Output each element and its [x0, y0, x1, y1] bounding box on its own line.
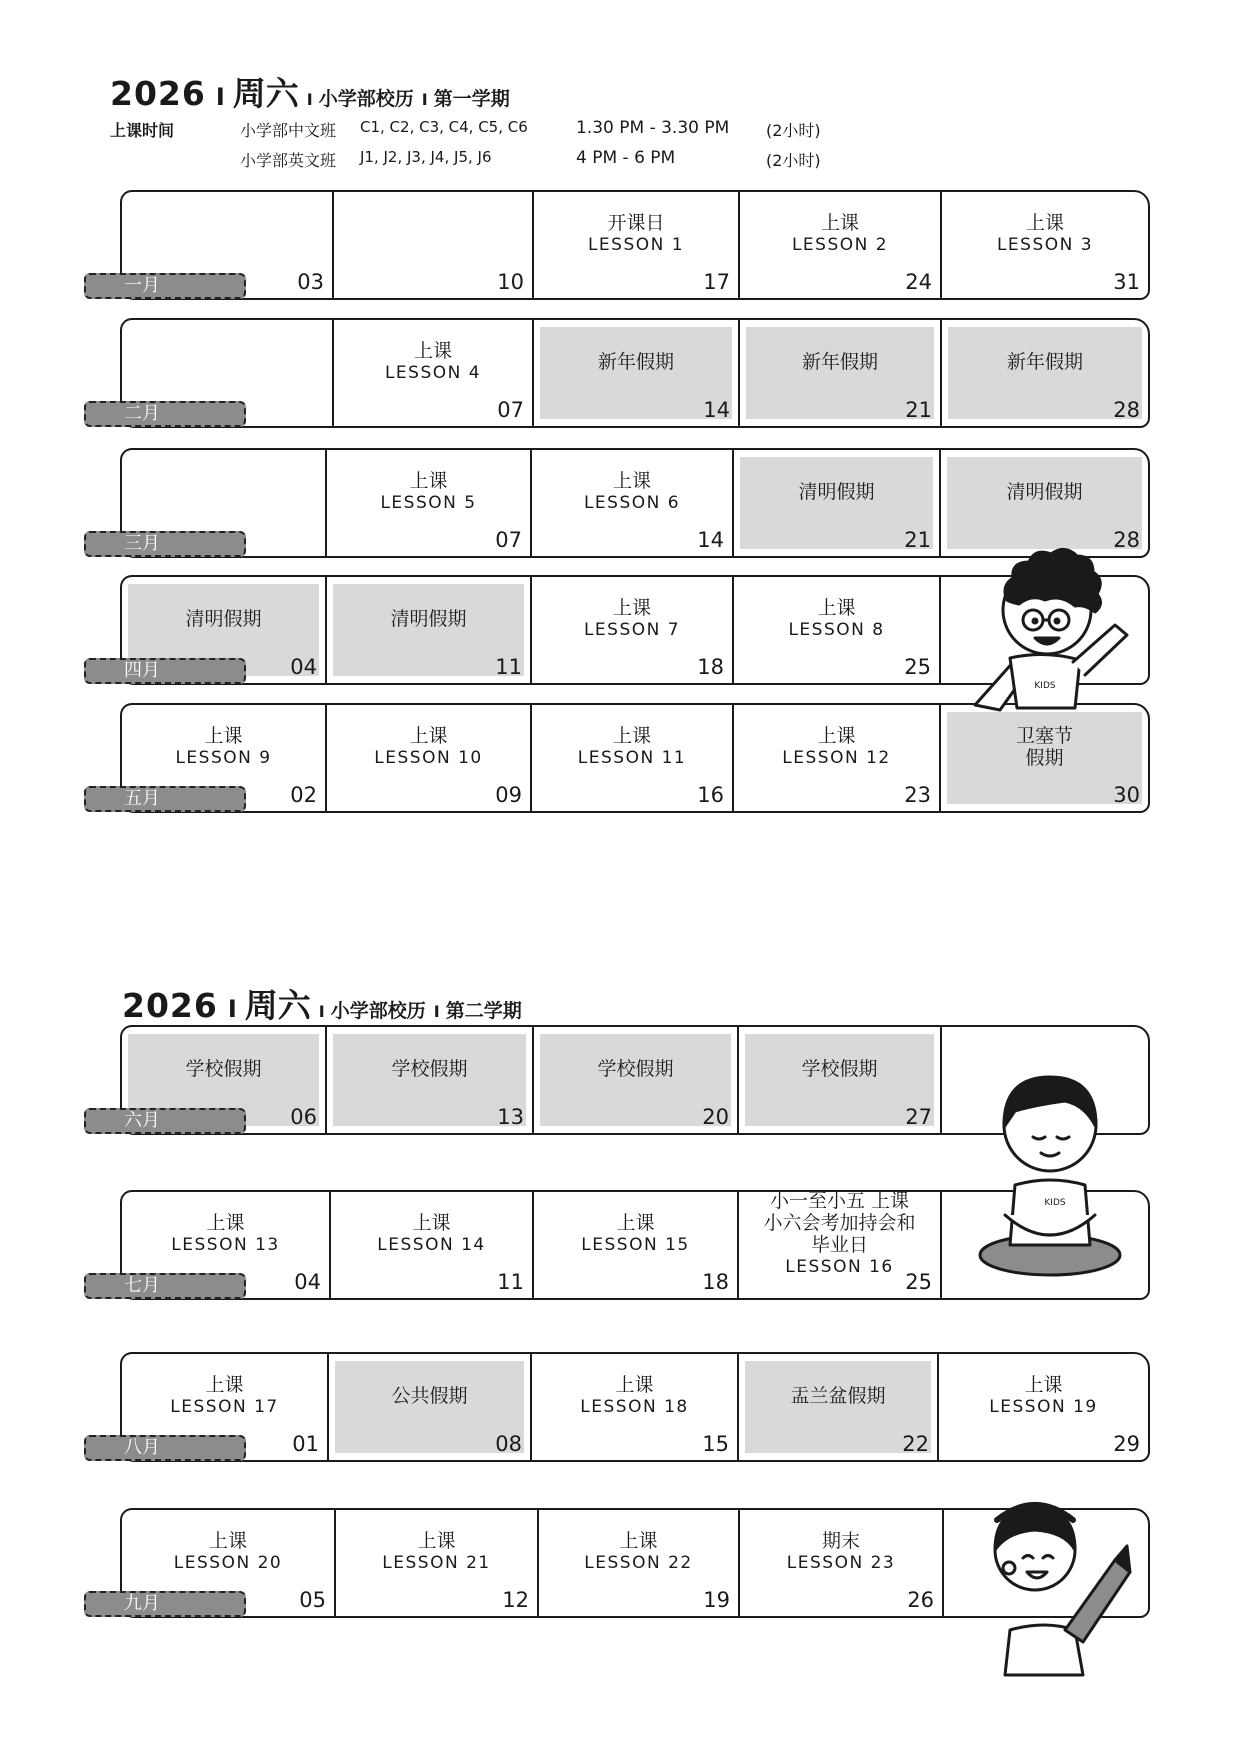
day-cell — [732, 450, 939, 556]
term-2-day: 周六 — [244, 986, 311, 1025]
cell-content — [532, 1354, 737, 1438]
schedule-class: 小学部中文班 — [240, 121, 337, 140]
event-label: 上课 — [615, 1374, 654, 1396]
day-number: 14 — [703, 398, 730, 422]
lesson-label: LESSON 8 — [788, 620, 885, 640]
cell-content — [534, 320, 738, 404]
cell-content — [532, 450, 732, 534]
event-label: 新年假期 — [1006, 351, 1083, 373]
month-row — [120, 318, 1150, 428]
lesson-label: LESSON 2 — [791, 235, 889, 255]
event-label: 新年假期 — [801, 351, 878, 373]
cell-content — [122, 1027, 325, 1111]
cell-content — [331, 1192, 532, 1276]
cell-content — [122, 577, 325, 661]
event-label: 毕业日 — [810, 1234, 868, 1256]
month-label: 八月 — [84, 1435, 246, 1461]
day-number: 11 — [495, 655, 522, 679]
lesson-label: LESSON 15 — [581, 1235, 690, 1255]
day-number: 03 — [297, 270, 324, 294]
title-separator: I — [433, 1002, 440, 1021]
event-label: 上课 — [612, 725, 651, 747]
day-number: 20 — [702, 1105, 729, 1129]
day-cell — [332, 192, 532, 298]
event-label: 学校假期 — [391, 1058, 468, 1080]
event-label: 卫塞节 — [1015, 725, 1073, 747]
day-number: 02 — [290, 783, 317, 807]
event-label: 上课 — [205, 1374, 244, 1396]
day-number: 04 — [294, 1270, 321, 1294]
month-label: 九月 — [84, 1591, 246, 1617]
event-label: 新年假期 — [597, 351, 674, 373]
lesson-label: LESSON 6 — [583, 493, 681, 513]
day-number: 06 — [290, 1105, 317, 1129]
lesson-label: LESSON 13 — [171, 1235, 280, 1255]
schedule-codes: C1, C2, C3, C4, C5, C6 — [360, 118, 528, 136]
day-number: 23 — [904, 783, 931, 807]
day-cell — [532, 320, 738, 426]
day-cell — [325, 450, 530, 556]
month-label: 五月 — [84, 786, 246, 812]
day-cell — [530, 450, 732, 556]
cell-content — [942, 320, 1148, 404]
month-label: 七月 — [84, 1273, 246, 1299]
event-label: 清明假期 — [798, 481, 875, 503]
day-number: 24 — [905, 270, 932, 294]
event-label: 小一至小五 上课 — [769, 1190, 910, 1212]
event-label: 学校假期 — [801, 1058, 878, 1080]
cell-content — [740, 1510, 942, 1594]
event-label: 上课 — [409, 725, 448, 747]
day-number: 07 — [495, 528, 522, 552]
cell-content — [122, 1192, 329, 1276]
term-1-unit: 小学部校历 — [318, 88, 414, 110]
term-1-title — [110, 68, 510, 115]
day-number: 25 — [905, 1270, 932, 1294]
event-label: 清明假期 — [185, 608, 262, 630]
event-label: 上课 — [619, 1530, 658, 1552]
cell-content — [739, 1027, 940, 1111]
day-cell — [530, 577, 732, 683]
day-number: 08 — [495, 1432, 522, 1456]
schedule-duration: (2小时) — [766, 151, 821, 170]
day-number: 09 — [495, 783, 522, 807]
day-number: 29 — [1113, 1432, 1140, 1456]
cell-content — [539, 1510, 738, 1594]
day-cell — [334, 1510, 537, 1616]
event-label: 公共假期 — [391, 1385, 468, 1407]
cell-content — [939, 1354, 1148, 1438]
day-cell — [732, 705, 939, 811]
event-label: 上课 — [616, 1212, 655, 1234]
lesson-label: LESSON 21 — [382, 1553, 491, 1573]
month-row — [120, 1352, 1150, 1462]
lesson-label: LESSON 17 — [170, 1397, 279, 1417]
day-cell — [532, 1192, 737, 1298]
event-label: 学校假期 — [597, 1058, 674, 1080]
schedule-row — [240, 148, 821, 171]
cell-content — [740, 192, 940, 276]
month-label: 三月 — [84, 531, 246, 557]
event-label: 上课 — [208, 1530, 247, 1552]
event-label: 上课 — [817, 725, 856, 747]
cell-content — [122, 1510, 334, 1594]
month-label: 二月 — [84, 401, 246, 427]
day-cell — [737, 1027, 940, 1133]
day-number: 11 — [497, 1270, 524, 1294]
day-cell — [939, 705, 1148, 811]
day-cell — [737, 1192, 940, 1298]
day-cell — [940, 320, 1148, 426]
lesson-label: LESSON 18 — [580, 1397, 689, 1417]
day-cell — [332, 320, 532, 426]
day-number: 15 — [702, 1432, 729, 1456]
day-number: 10 — [497, 270, 524, 294]
day-cell — [940, 192, 1148, 298]
day-number: 21 — [904, 528, 931, 552]
title-separator: I — [306, 90, 313, 109]
month-row — [120, 703, 1150, 813]
day-number: 17 — [703, 270, 730, 294]
schedule-time: 4 PM - 6 PM — [576, 148, 676, 168]
lesson-label: LESSON 1 — [587, 235, 685, 255]
day-number: 25 — [904, 655, 931, 679]
cell-content — [941, 705, 1148, 789]
day-cell — [937, 1354, 1148, 1460]
shirt-logo: KIDS — [1034, 681, 1056, 691]
term-1-name: 第一学期 — [433, 88, 510, 110]
day-cell — [325, 1027, 532, 1133]
lesson-label: LESSON 5 — [380, 493, 477, 513]
event-label: 上课 — [612, 597, 651, 619]
schedule-class: 小学部英文班 — [240, 151, 337, 170]
schedule-label: 上课时间 — [110, 121, 175, 140]
day-number: 01 — [292, 1432, 319, 1456]
lesson-label: LESSON 12 — [782, 748, 891, 768]
boy-curly-hair-illustration — [955, 540, 1135, 715]
day-number: 26 — [907, 1588, 934, 1612]
term-2-year: 2026 — [122, 986, 218, 1025]
day-cell — [327, 1354, 530, 1460]
day-number: 28 — [1113, 528, 1140, 552]
cell-content — [327, 1027, 532, 1111]
lesson-label: LESSON 9 — [175, 748, 272, 768]
day-number: 16 — [697, 783, 724, 807]
month-label: 四月 — [84, 658, 246, 684]
lesson-label: LESSON 23 — [786, 1553, 896, 1573]
cell-content — [942, 192, 1148, 276]
shirt-logo: KIDS — [1044, 1198, 1066, 1208]
event-label: 上课 — [204, 725, 243, 747]
day-cell — [530, 1354, 737, 1460]
cell-content — [739, 1192, 940, 1276]
day-number: 04 — [290, 655, 317, 679]
event-label: 小六会考加持会和 — [763, 1212, 916, 1234]
event-label: 上课 — [413, 340, 452, 362]
event-label: 上课 — [206, 1212, 245, 1234]
event-label: 清明假期 — [1006, 481, 1083, 503]
day-cell — [738, 1510, 942, 1616]
cell-content — [734, 705, 939, 789]
lesson-label: LESSON 22 — [584, 1553, 693, 1573]
month-label: 六月 — [84, 1108, 246, 1134]
event-label: 上课 — [820, 212, 859, 234]
schedule-time: 1.30 PM - 3.30 PM — [576, 118, 730, 138]
day-number: 18 — [697, 655, 724, 679]
cell-content — [534, 1027, 737, 1111]
cell-content — [739, 1354, 937, 1438]
term-1-year: 2026 — [110, 74, 206, 113]
lesson-label: LESSON 7 — [583, 620, 681, 640]
cell-content — [122, 450, 325, 534]
title-separator: I — [421, 90, 428, 109]
schedule-duration: (2小时) — [766, 121, 821, 140]
cell-content — [336, 1510, 537, 1594]
day-number: 30 — [1113, 783, 1140, 807]
day-number: 28 — [1113, 398, 1140, 422]
cell-content — [334, 192, 532, 276]
cell-content — [327, 705, 530, 789]
day-cell — [738, 320, 940, 426]
event-label: 盂兰盆假期 — [790, 1385, 886, 1407]
event-label: 上课 — [817, 597, 856, 619]
cell-content — [534, 1192, 737, 1276]
title-separator: I — [215, 83, 225, 111]
event-label: 清明假期 — [390, 608, 467, 630]
term-1-day: 周六 — [232, 74, 299, 113]
schedule-codes: J1, J2, J3, J4, J5, J6 — [360, 148, 492, 166]
lesson-label: LESSON 4 — [384, 363, 482, 383]
day-cell — [329, 1192, 532, 1298]
lesson-label: LESSON 14 — [377, 1235, 486, 1255]
month-row — [120, 190, 1150, 300]
cell-content — [122, 192, 332, 276]
cell-content — [334, 320, 532, 404]
day-cell — [530, 705, 732, 811]
term-2-title — [122, 980, 522, 1027]
day-number: 19 — [703, 1588, 730, 1612]
event-label: 上课 — [412, 1212, 451, 1234]
lesson-label: LESSON 20 — [173, 1553, 283, 1573]
lesson-label: LESSON 10 — [374, 748, 483, 768]
event-label: 上课 — [417, 1530, 456, 1552]
day-number: 14 — [697, 528, 724, 552]
day-cell — [532, 1027, 737, 1133]
term-2-name: 第二学期 — [445, 1000, 522, 1022]
term-2-unit: 小学部校历 — [330, 1000, 426, 1022]
cell-content — [122, 320, 332, 404]
cell-content — [532, 705, 732, 789]
day-number: 18 — [702, 1270, 729, 1294]
cell-content — [327, 450, 530, 534]
day-cell — [732, 577, 939, 683]
event-label: 上课 — [1025, 212, 1064, 234]
day-number: 07 — [497, 398, 524, 422]
cell-content — [122, 705, 325, 789]
schedule-row — [240, 118, 821, 141]
cell-content — [329, 1354, 530, 1438]
event-label: 上课 — [1024, 1374, 1063, 1396]
cell-content — [122, 1354, 327, 1438]
day-cell — [532, 192, 738, 298]
cell-content — [532, 577, 732, 661]
day-cell — [325, 577, 530, 683]
cell-content — [327, 577, 530, 661]
day-cell — [737, 1354, 937, 1460]
cell-content — [740, 320, 940, 404]
lesson-label: LESSON 16 — [785, 1257, 894, 1277]
month-label: 一月 — [84, 273, 246, 299]
lesson-label: LESSON 19 — [989, 1397, 1098, 1417]
cell-content — [734, 577, 939, 661]
event-label: 上课 — [612, 470, 651, 492]
lesson-label: LESSON 11 — [577, 748, 687, 768]
day-cell — [738, 192, 940, 298]
day-number: 05 — [299, 1588, 326, 1612]
event-label: 学校假期 — [185, 1058, 262, 1080]
day-cell — [537, 1510, 738, 1616]
day-number: 22 — [902, 1432, 929, 1456]
cell-content — [734, 450, 939, 534]
day-cell — [325, 705, 530, 811]
cell-content — [941, 450, 1148, 534]
day-number: 21 — [905, 398, 932, 422]
day-number: 13 — [497, 1105, 524, 1129]
girl-with-pencil-illustration — [965, 1480, 1140, 1685]
day-number: 27 — [905, 1105, 932, 1129]
event-label: 假期 — [1025, 747, 1064, 769]
event-label: 期末 — [821, 1530, 860, 1552]
cell-content — [534, 192, 738, 276]
event-label: 上课 — [409, 470, 448, 492]
day-number: 31 — [1113, 270, 1140, 294]
title-separator: I — [227, 995, 237, 1023]
event-label: 开课日 — [607, 212, 665, 234]
title-separator: I — [318, 1002, 325, 1021]
girl-sitting-illustration — [955, 1065, 1140, 1290]
day-number: 12 — [502, 1588, 529, 1612]
lesson-label: LESSON 3 — [996, 235, 1094, 255]
